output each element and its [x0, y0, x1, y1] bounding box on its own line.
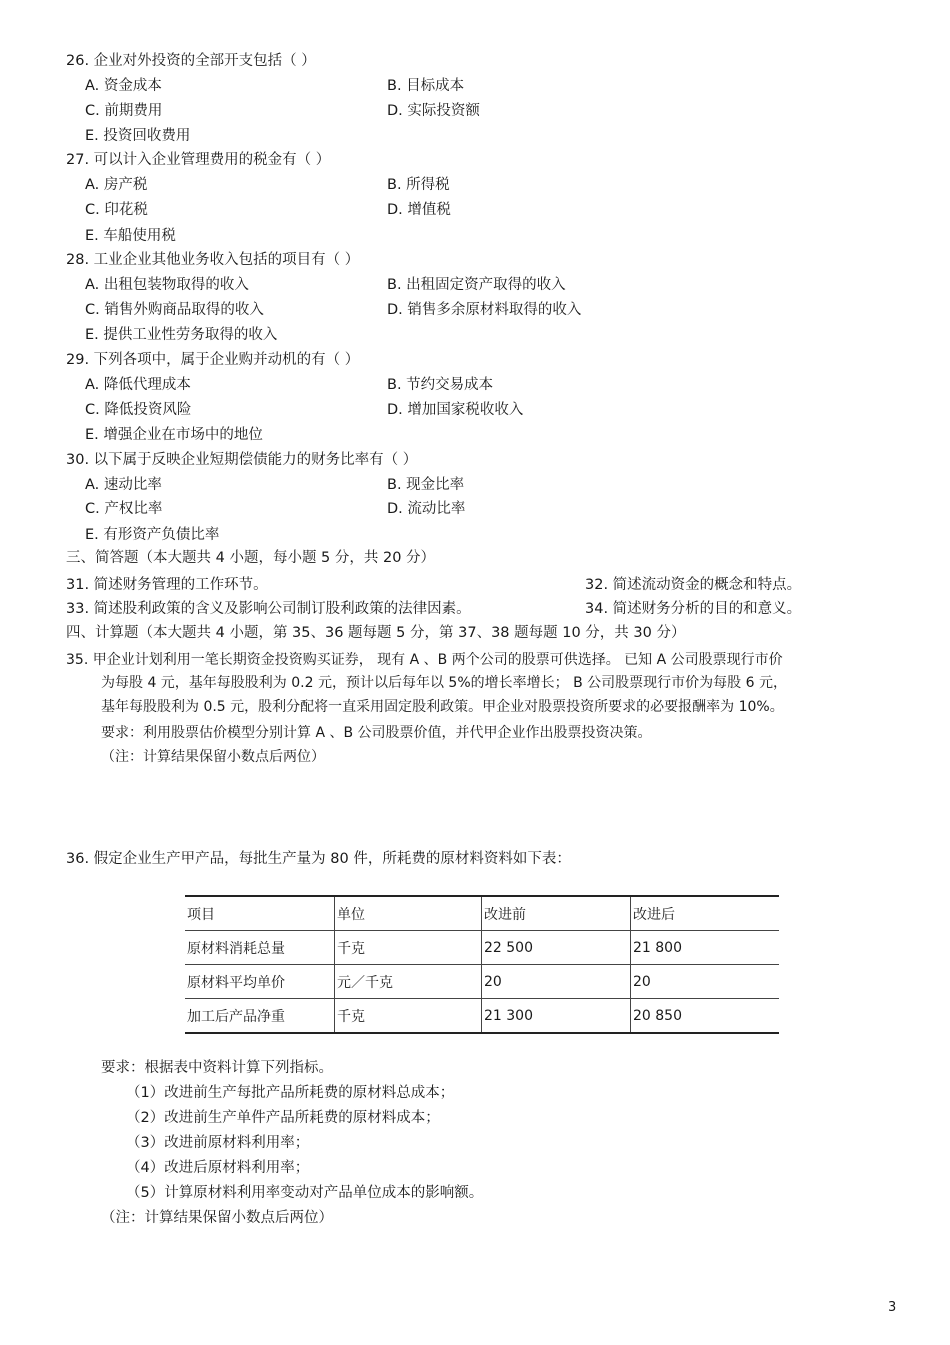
option-a: A. 出租包装物取得的收入 — [85, 277, 249, 293]
table-cell: 加工后产品净重 — [187, 1008, 285, 1025]
option-a: A. 速动比率 — [85, 477, 162, 493]
requirement-item: （2）改进前生产单件产品所耗费的原材料成本； — [126, 1110, 440, 1126]
table-cell: 项目 — [185, 896, 335, 931]
table-row — [185, 931, 779, 965]
question-33: 33. 简述股利政策的含义及影响公司制订股利政策的法律因素。 — [66, 601, 471, 617]
table-cell: 21 800 — [631, 931, 780, 965]
table-cell: 改进前 — [482, 896, 631, 931]
table-cell: 元／千克 — [335, 965, 482, 999]
option-e: E. 增强企业在市场中的地位 — [85, 427, 263, 443]
question-36-stem: 36. 假定企业生产甲产品，每批生产量为 80 件，所耗费的原材料资料如下表： — [66, 851, 571, 867]
requirement-item: （4）改进后原材料利用率； — [126, 1160, 310, 1176]
option-d: D. 流动比率 — [387, 501, 466, 517]
table-cell: 原材料消耗总量 — [185, 931, 335, 965]
question-35-requirement: 要求：利用股票估价模型分别计算 A 、B 公司股票价值，并代甲企业作出股票投资决策。 — [101, 725, 652, 741]
option-c: C. 产权比率 — [85, 501, 163, 517]
question-35-line-2: 为每股 4 元，基年每股股利为 0.2 元，预计以后每年以 5%的增长率增长； B 公司股票现行市价为每股 6 元， — [101, 675, 787, 691]
option-d: D. 增加国家税收收入 — [387, 402, 524, 418]
table-row — [185, 965, 779, 999]
table-cell: 原材料平均单价 — [185, 965, 335, 999]
table-cell: 21 300 — [482, 999, 631, 1034]
option-e: E. 投资回收费用 — [85, 128, 191, 144]
page-number: 3 — [888, 1300, 897, 1315]
option-b: B. 节约交易成本 — [387, 377, 494, 393]
question-36-note: （注：计算结果保留小数点后两位） — [101, 1210, 333, 1226]
table-cell: 千克 — [335, 931, 482, 965]
question-26-stem: 26. 企业对外投资的全部开支包括（ ） — [66, 53, 316, 69]
option-c: C. 降低投资风险 — [85, 402, 192, 418]
table-row — [185, 999, 779, 1034]
option-b: B. 出租固定资产取得的收入 — [387, 277, 566, 293]
question-32: 32. 简述流动资金的概念和特点。 — [585, 577, 802, 593]
option-e: E. 车船使用税 — [85, 228, 176, 244]
option-d: D. 销售多余原材料取得的收入 — [387, 302, 582, 318]
question-36-requirement: 要求：根据表中资料计算下列指标。 — [101, 1060, 333, 1076]
question-31: 31. 简述财务管理的工作环节。 — [66, 577, 268, 593]
option-e: E. 提供工业性劳务取得的收入 — [85, 327, 278, 343]
option-c: C. 印花税 — [85, 202, 148, 218]
option-a: A. 资金成本 — [85, 78, 162, 94]
table-cell: 单位 — [335, 896, 482, 931]
table-cell: 改进后 — [631, 896, 780, 931]
option-a: A. 房产税 — [85, 177, 148, 193]
question-28-stem: 28. 工业企业其他业务收入包括的项目有（ ） — [66, 252, 360, 268]
option-b: B. 现金比率 — [387, 477, 465, 493]
option-d: D. 实际投资额 — [387, 103, 480, 119]
question-29-stem: 29. 下列各项中，属于企业购并动机的有（ ） — [66, 352, 360, 368]
requirement-item: （5）计算原材料利用率变动对产品单位成本的影响额。 — [126, 1185, 484, 1201]
table-cell: 20 850 — [631, 999, 780, 1034]
question-35-line-1: 35. 甲企业计划利用一笔长期资金投资购买证券， 现有 A 、B 两个公司的股票可供选择。 已知 A 公司股票现行市价 — [66, 652, 783, 668]
option-c: C. 前期费用 — [85, 103, 163, 119]
question-35-note: （注：计算结果保留小数点后两位） — [101, 749, 325, 765]
table-cell: 22 500 — [482, 931, 631, 965]
option-d: D. 增值税 — [387, 202, 451, 218]
material-data-table — [185, 895, 779, 1034]
option-c: C. 销售外购商品取得的收入 — [85, 302, 264, 318]
table-row — [185, 896, 779, 931]
option-e: E. 有形资产负债比率 — [85, 527, 220, 543]
section-3-heading: 三、简答题（本大题共 4 小题，每小题 5 分，共 20 分） — [66, 550, 436, 566]
question-34: 34. 简述财务分析的目的和意义。 — [585, 601, 802, 617]
requirement-item: （3）改进前原材料利用率； — [126, 1135, 310, 1151]
section-4-heading: 四、计算题（本大题共 4 小题，第 35、36 题每题 5 分，第 37、38 题每题 10 分，共 30 分） — [66, 625, 686, 641]
option-b: B. 目标成本 — [387, 78, 465, 94]
requirement-item: （1）改进前生产每批产品所耗费的原材料总成本； — [126, 1085, 455, 1101]
table-cell: 千克 — [335, 999, 482, 1034]
question-27-stem: 27. 可以计入企业管理费用的税金有（ ） — [66, 152, 331, 168]
question-35-line-3: 基年每股股利为 0.5 元，股利分配将一直采用固定股利政策。甲企业对股票投资所要求的必要报酬率为 10%。 — [101, 699, 784, 715]
table-cell: 20 — [631, 965, 780, 999]
option-b: B. 所得税 — [387, 177, 450, 193]
option-a: A. 降低代理成本 — [85, 377, 191, 393]
question-30-stem: 30. 以下属于反映企业短期偿债能力的财务比率有（ ） — [66, 452, 418, 468]
table-cell: 20 — [482, 965, 631, 999]
